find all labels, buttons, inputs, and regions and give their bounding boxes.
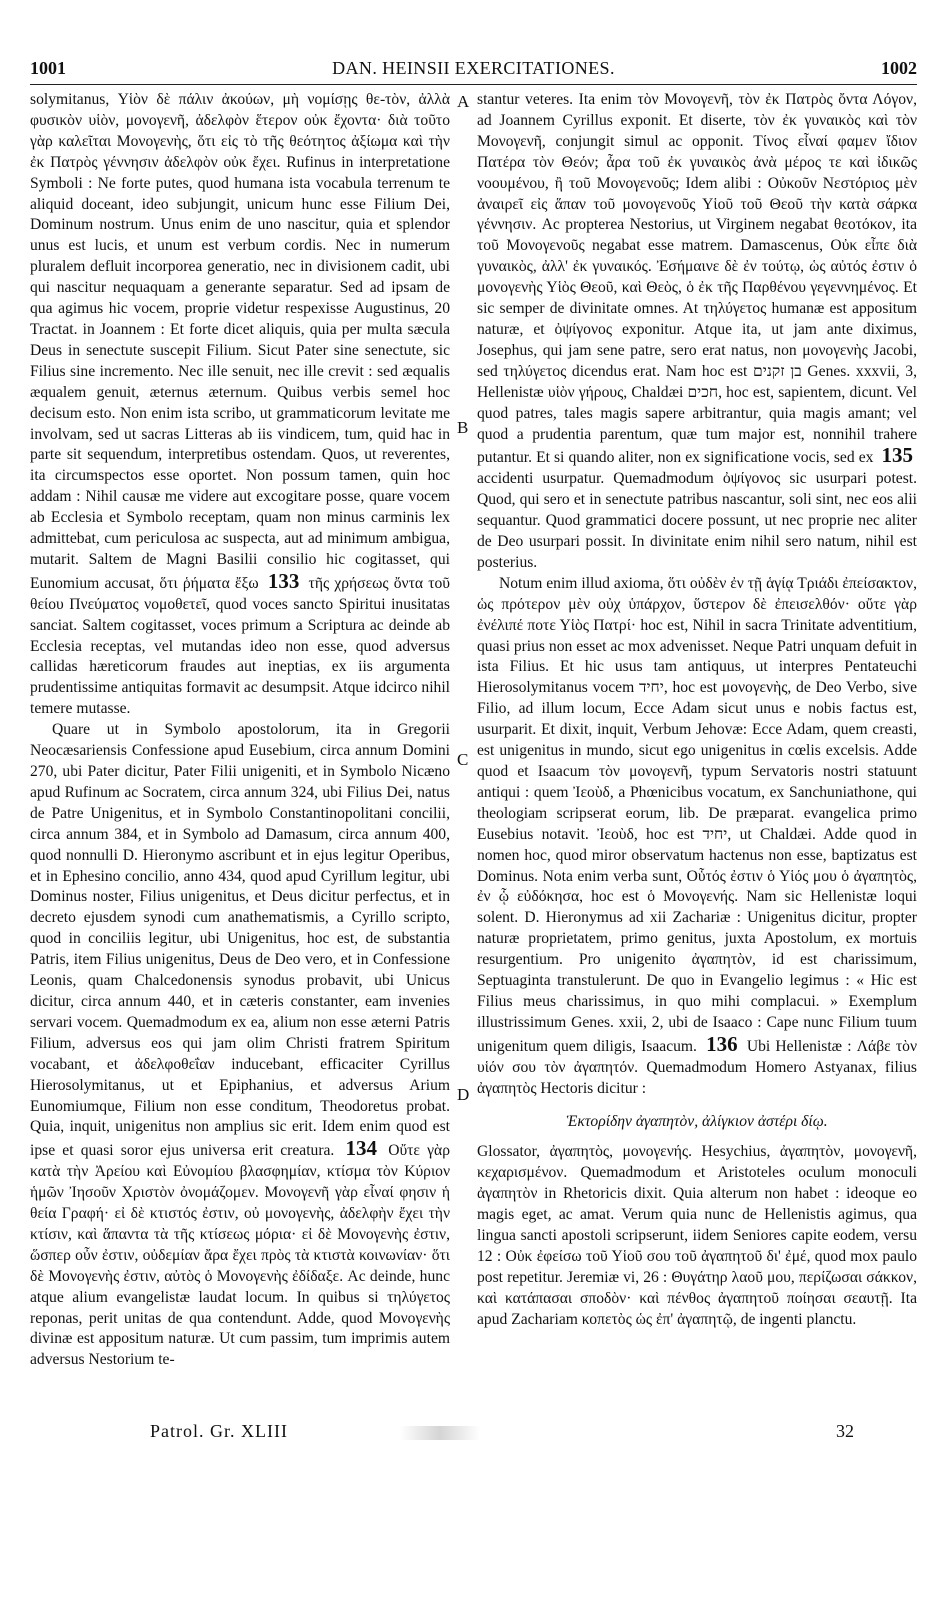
left-paragraph-1 [30, 90, 450, 720]
running-header [30, 58, 917, 80]
homer-verse: Ἑκτορίδην ἀγαπητὸν, ἀλίγκιον ἀστέρι δίῳ. [566, 1112, 828, 1130]
left-text-2b: Οὔτε γὰρ κατὰ τὴν Ἀρείου καὶ Εὐνομίου βλασφημίαν, κτίσμα τὸν Κύριον ἡμῶν Ἰησοῦν Χριστὸν ὀνομάζομεν. Μονογενῆ γὰρ εἶναί φησιν ἡ θεία Γραφή· εἰ δὲ κτιστός ἐστιν, οὐ μονογενὴς, ἀδελφὴν ἔχει τὴν κτίσιν, καὶ ἅπαντα τὰ τῆς κτίσεως μόρια· εἰ δὲ Μονογενὴς ἐστιν, ὥσπερ οὖν ἐστιν, οὐδεμίαν ἄρα ἔχει πρὸς τὰ κτιστὰ κοινωνίαν· ὅτι δὲ Μονογενὴς ἐστιν, αὐτὸς ὁ Μονογενὴς ἐδίδαξε. Ac deinde, hunc atque alium evangelistæ laudat locum. In quibus si τηλύγετος reponas, perit unitas de qua contendunt. Adde, quod Μονογενὴς divinæ est appositum naturæ. Ut cum passim, tum imprimis autem adversus Nestorium te- [30, 1142, 450, 1369]
left-column [30, 90, 450, 1410]
section-number-134: 134 [345, 1136, 378, 1161]
right-text-1b: accidenti usurpatur. Quemadmodum ὀψίγονος sic usurpari potest. Quod, qui sero et in senectute patribus nascantur, soli sint, nec eos alii sequantur. Quod grammatici docere possunt, ut nec proprie nec aliter de Deo usurpari possit. In divinitate enim nihil sero natum, nihil est posterius. [477, 470, 917, 571]
section-number-135: 135 [881, 443, 914, 468]
right-paragraph-2 [477, 574, 917, 1100]
right-column [477, 90, 917, 1400]
section-number-133: 133 [267, 568, 300, 593]
left-text-1a: solymitanus, Υἱὸν δὲ πάλιν ἀκούων, μὴ νομίσῃς θε-τὸν, ἀλλὰ φυσικὸν υἱὸν, μονογενῆ, ἀδελφὸν ἕτερον οὐκ ἔχοντα· διὰ τοῦτο γὰρ καλεῖται Μονογενὴς, ὅτι εἰς τὸ τῆς θεότητος ἀξίωμα καὶ τὴν ἐκ Πατρὸς γέννησιν ἀδελφὸν οὐκ ἔχει. Rufinus in interpretatione Symboli : Ne forte putes, quod humana ista vocabula terrenum te aliquid doceant, ideo subjungit, unicum hunc esse Filium Dei, Dominum nostrum. Unus enim de uno nascitur, quia et splendor unus est lucis, et unum est verbum cordis. Nec in numerum pluralem defluit incorporea generatio, nec in divisionem cadit, ubi qui nascitur nequaquam a generante separatur. Sed ad ipsam de qua agimus hic vocem, proprie videtur respexisse Augustinus, 20 Tractat. in Joannem : Et forte dicet aliquis, quia per multa sæcula Deus in senectute suscepit Filium. Sicut Pater sine senectute, sic Filius sine incremento. Nec ille senuit, nec ille crevit : sed æqualis æqualem genuit, æternus æternum. Quibus verbis semel hoc decisum esto. Non enim ista scribo, ut grammaticorum levitate me involvam, sed ut sacras Litteras ab iis vindicem, tum, quid hac in parte sit sequendum, interpretibus ostendam. Quos, ut reverentes, ita circumspectos esse oportet. Non possum tamen, quin hoc addam : Nihil causæ me videre aut excogitare posse, quare vocem ab Ecclesia et Symbolo receptam, quam non minus carminis lex admittebat, cum periculosa ac suspecta, aut ad minimum ambigua, mutarit. Saltem de Magni Basilii consilio hic cogitasset, qui Eunomium accusat, ὅτι ῥήματα ἔξω [30, 91, 450, 592]
right-page-number: 1002 [881, 58, 917, 78]
right-text-3: Ubi Hellenistæ : Λάβε τὸν υἱόν σου τὸν ἀγαπητόν. Quemadmodum Homero Astyanax, filius ἀγαπητὸς Hectoris dicitur : [477, 1037, 917, 1097]
header-rule [30, 84, 917, 85]
footer-signature: 32 [836, 1421, 854, 1441]
section-number-136: 136 [706, 1031, 738, 1056]
footer-volume: Patrol. Gr. XLIII [150, 1421, 288, 1441]
left-page-number: 1001 [30, 58, 66, 78]
left-text-1b: τῆς χρήσεως ὄντα τοῦ θείου Πνεύματος νομοθετεῖ, quod voces sancto Spiritui inusitatas sanciat. Saltem cogitasset, voces primum a Scriptura ac deinde ab Ecclesia receptas, vel mutandas ideo non esse, quod adversus callidas hæreticorum fraudes aut ineptias, ex iis argumenta prudentissime antiquitas formavit ac desumpsit. Atque idcirco nihil temere mutasse. [30, 574, 450, 718]
margin-marker-a: A [457, 92, 470, 111]
right-paragraph-1 [477, 90, 917, 574]
margin-marker-b: B [457, 418, 469, 437]
running-title: DAN. HEINSII EXERCITATIONES. [332, 58, 615, 78]
margin-marker-d: D [457, 1085, 470, 1104]
right-paragraph-4: Glossator, ἀγαπητὸς, μονογενής. Hesychius, ἀγαπητὸν, μονογενῆ, κεχαρισμένον. Quemadmodum et Aristoteles oculum monoculi ἀγαπητὸν in Rhetoricis dixit. Quia alterum non habet : ideoque eo magis eget, ac amat. Verum quia nunc de Hellenistis agimus, qua lingua sancti apostoli scripserunt, iidem Seniores capite eodem, versu 12 : Οὐκ ἐφείσω τοῦ Υἱοῦ σου τοῦ ἀγαπητοῦ δι' ἐμέ, quod mox paulo post repetitur. Jeremiæ vi, 26 : Θυγάτηρ λαοῦ μου, περίζωσαι σάκκον, καὶ κατάπασαι σποδὸν· καὶ πένθος ἀγαπητοῦ ποίησαι σεαυτῇ. Ita apud Zachariam κοπετὸς ὡς ἐπ' ἀγαπητῷ, de ingenti planctu. [477, 1143, 917, 1328]
right-text-2: Notum enim illud axioma, ὅτι οὐδὲν ἐν τῇ ἁγίᾳ Τριάδι ἐπείσακτον, ὡς πρότερον μὲν οὐχ ὑπάρχον, ὕστερον δὲ ἐπεισελθόν· οὔτε γὰρ ἐνέλιπέ ποτε Υἱὸς Πατρί· hoc est, Nihil in sacra Trinitate adventitium, quasi prius non esset ac mox advenisset. Neque Patri unquam defuit in ista Filius. Et hic usus tam antiquus, ut interpres Pentateuchi Hierosolymitanus vocem יחיד, hoc est μονογενὴς, de Deo Verbo, sive Filio, ad illum locum, Ecce Adam sicut unus e nobis factus est, usurparit. Et dixit, inquit, Verbum Jehovæ: Ecce Adam, quem creasti, est unigenitus in mundo, sicut ego unigenitus in cœlis excelsis. Adde quod et Isaacum τὸν μονογενῆ, typum Servatoris nostri statuunt antiqui : quem Ἰεοὺδ, a Phœnicibus vocatum, ex Sanchuniathone, qui theologiam scripserat eorum, lib. De præparat. evangelica primo Eusebius notavit. Ἰεοὺδ, hoc est יחיד, ut Chaldæi. Adde quod in nomen hoc, quod miror observatum hactenus non esse, baptizatus est Dominus. Nota enim verba sunt, Οὗτός ἐστιν ὁ Υἱός μου ὁ ἀγαπητὸς, ἐν ᾧ εὐδόκησα, hoc est ὁ Μονογενής. Nam sic Hellenistæ loqui solent. D. Hieronymus ad xii Zachariæ : Unigenitus dicitur, propter naturæ proprietatem, primo genitus, juxta Apostolum, ex mortuis resurgentium. Pro unigenito ἀγαπητὸν, id est charissimum, Septuaginta transtulerunt. De quo in Evangelio legimus : « Hic est Filius meus charissimus, in quo mihi complacui. » Exemplum illustrissimum Genes. xxii, 2, ubi de Isaaco : Cape nunc Filium tuum unigenitum quem diligis, Isaacum. [477, 574, 917, 1055]
left-text-2a: Quare ut in Symbolo apostolorum, ita in Gregorii Neocæsariensis Confessione apud Eusebium, circa annum Domini 270, ubi Pater dicitur, Pater Filii unigeniti, et in Symbolo Nicæno apud Rufinum ac Socratem, circa annum 324, ubi Filius Dei, natus de Patre Unigenitus, et in Symbolo Constantinopolitani concilii, circa annum 384, et in Symbolo ad Damasum, circa annum 400, quod nonnulli D. Hieronymo ascribunt et in ejus legitur Operibus, et in Ephesino concilio, anno 434, quod apud Cyrillum legitur, ubi Dominus noster, Filius unigenitus, et Deus dicitur perfectus, et in decreto ejusdem synodi cum anathematismis, a Cyrillo scripto, quod in conciliis legitur, ubi Unigenitus, hoc est, de substantia Patris, item Filius unigenitus, Deus de Deo vero, et in Confessione Leonis, quam Chalcedonensis synodus probavit, ubi Unicus dicitur, circa annum 440, et in cæteris constanter, eam invenies servari vocem. Quemadmodum ex ea, alium non esse æterni Patris Filium, adversus eos qui jam olim Christi fratrem Spiritum vocabant, et ἀδελφοθεΐαν inducebant, efficaciter Cyrillus Hierosolymitanus, ut et Epiphanius, et adversus Arium Eunomiumque, Filium non esse conditum, Theodoretus probat. Quia, inquit, unigenitus non amplius sic erit. Idem enim quod est ipse et quasi soror ejus universa erit creatura. [30, 721, 450, 1160]
right-text-1a: stantur veteres. Ita enim τὸν Μονογενῆ, τὸν ἐκ Πατρὸς ὄντα Λόγον, ad Joannem Cyrillus exponit. Et diserte, τὸν ἐκ γυναικὸς καὶ τὸν Μονογενῆ, conjungit simul ac opponit. Τίνος εἶναί φαμεν ἴδιον Πατέρα τὸν Θεόν; ἆρα τοῦ ἐκ γυναικὸς ἀνὰ μέρος τε καὶ ἰδικῶς νοουμένου, ἢ τοῦ Μονογενοῦς; Idem alibi : Οὐκοῦν Νεστόριος μὲν ἀναιρεῖ εἰς ἅπαν τοῦ μονογενοῦς Υἱοῦ τοῦ Θεοῦ τὴν κατὰ σάρκα γέννησιν. Ac propterea Nestorius, ut Virginem negabat θεοτόκον, ita τοῦ Μονογενοῦς negabat esse matrem. Damascenus, Οὐκ εἶπε διὰ γυναικὸς, ἀλλ' ἐκ γυναικός. Ἐσήμαινε δὲ ἐν τούτῳ, ὡς αὐτός ἐστιν ὁ μονογενὴς Υἱὸς Θεοῦ, καὶ Θεὸς, ὁ ἐκ τῆς Παρθένου γεγεννημένος. Et sic semper de divinitate omnes. At τηλύγετος humanæ est appositum naturæ, et ὀψίγονος exponitur. Atque ita, ut jam ante diximus, Josephus, qui jam sene patre, sero erat natus, non μονογενὴς Jacobi, sed τηλύγετος dicendus erat. Nam hoc est בן זקנים Genes. xxxvii, 3, Hellenistæ υἱὸν γήρους, Chaldæi חכים, hoc est, sapientem, dicunt. Vel quod patres, tales magis sapere arbitrantur, quia magis amant; vel quod a prudentia parentum, quæ tum major est, nonnihil trahere putantur. Et si quando aliter, non ex significatione vocis, sed ex [477, 91, 917, 467]
left-paragraph-2 [30, 720, 450, 1371]
print-smudge [400, 1426, 480, 1440]
margin-marker-c: C [457, 750, 469, 769]
